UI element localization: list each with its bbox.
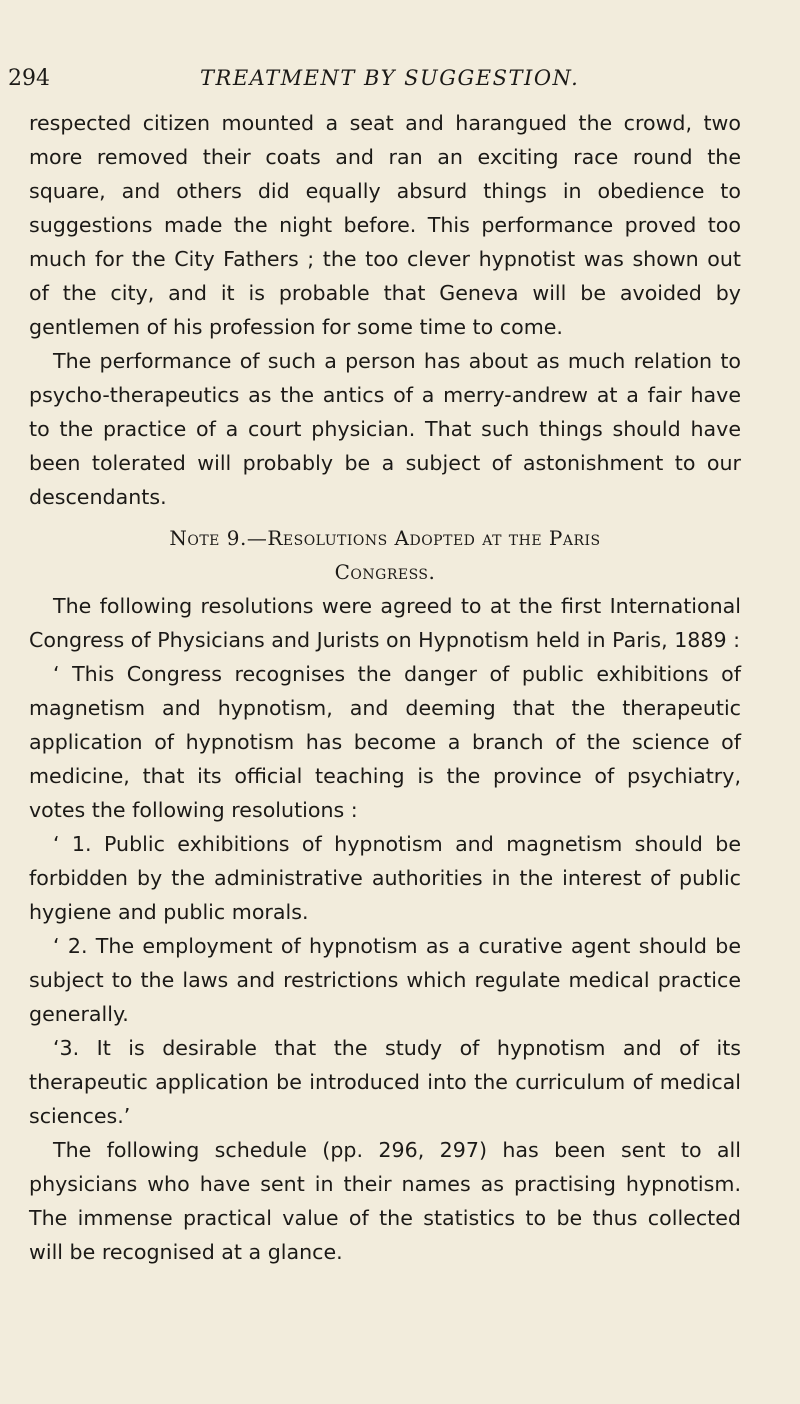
section-heading bbox=[29, 521, 741, 589]
section-heading-line: Congress. bbox=[334, 560, 436, 584]
page-number: 294 bbox=[8, 66, 50, 91]
section-heading-line: Note 9.—Resolutions Adopted at the Paris bbox=[169, 526, 601, 550]
page-body bbox=[29, 106, 741, 1269]
running-head: TREATMENT BY SUGGESTION. bbox=[200, 66, 580, 90]
paragraph: The performance of such a person has about as much relation to psycho-therapeutics as the antics of a merry-andrew at a fair have to the practice of a court physician. That such things should have been tolerated will probably be a subject of astonishment to our descendants. bbox=[29, 349, 741, 509]
paragraph: The following schedule (pp. 296, 297) has been sent to all physicians who have sent in their names as practising hypnotism. The immense practical value of the statistics to be thus collected will be recognised at a glance. bbox=[29, 1138, 741, 1264]
resolution-item: ‘3. It is desirable that the study of hypnotism and of its therapeutic application be introduced into the curriculum of medical sciences.’ bbox=[29, 1036, 741, 1128]
page-header bbox=[0, 66, 800, 106]
quoted-paragraph: ‘ This Congress recognises the danger of public exhibitions of magnetism and hypnotism, and deeming that the therapeutic application of hypnotism has become a branch of the science of medicine, that its official teaching is the province of psychiatry, votes the following resolutions : bbox=[29, 662, 741, 822]
paragraph: respected citizen mounted a seat and harangued the crowd, two more removed their coats and ran an exciting race round the square, and others did equally absurd things in obedience to suggestions made the night before. This performance proved too much for the City Fathers ; the too clever hypnotist was shown out of the city, and it is probable that Geneva will be avoided by gentlemen of his profession for some time to come. bbox=[29, 111, 741, 339]
resolution-item: ‘ 2. The employment of hypnotism as a curative agent should be subject to the laws and restrictions which regulate medical practice generally. bbox=[29, 934, 741, 1026]
paragraph: The following resolutions were agreed to at the first International Congress of Physicians and Jurists on Hypnotism held in Paris, 1889 : bbox=[29, 594, 741, 652]
resolution-item: ‘ 1. Public exhibitions of hypnotism and magnetism should be forbidden by the administrative authorities in the interest of public hygiene and public morals. bbox=[29, 832, 741, 924]
